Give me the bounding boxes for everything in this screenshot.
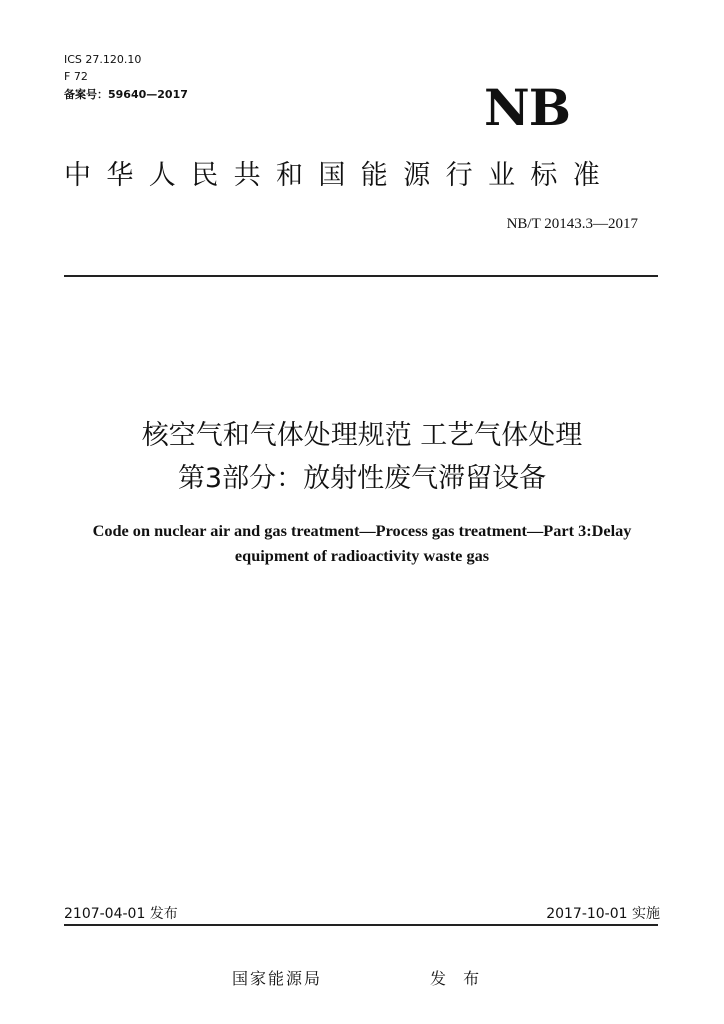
standard-number: NB/T 20143.3—2017 xyxy=(506,216,638,232)
chinese-title-line-2: 第3部分：放射性废气滞留设备 xyxy=(177,463,547,494)
header-divider xyxy=(64,275,658,277)
chinese-title-line-1: 核空气和气体处理规范 工艺气体处理 xyxy=(141,420,583,451)
implementation-date: 2017-10-01 实施 xyxy=(546,906,660,922)
publish-label: 发 布 xyxy=(430,969,486,988)
issuing-authority: 国家能源局 xyxy=(232,969,323,988)
english-title-line-1: Code on nuclear air and gas treatment—Process gas treatment—Part 3:Delay xyxy=(92,521,632,540)
standard-type-title: 中华人民共和国能源行业标准 xyxy=(64,160,616,191)
issue-date: 2107-04-01 发布 xyxy=(64,906,178,922)
record-number: 备案号：59640—2017 xyxy=(64,88,188,101)
ics-code: ICS 27.120.10 xyxy=(64,53,142,66)
footer-divider xyxy=(64,924,658,926)
nb-logo: NB xyxy=(484,78,570,137)
english-title-line-2: equipment of radioactivity waste gas xyxy=(234,546,490,565)
ccs-code: F 72 xyxy=(64,70,88,83)
